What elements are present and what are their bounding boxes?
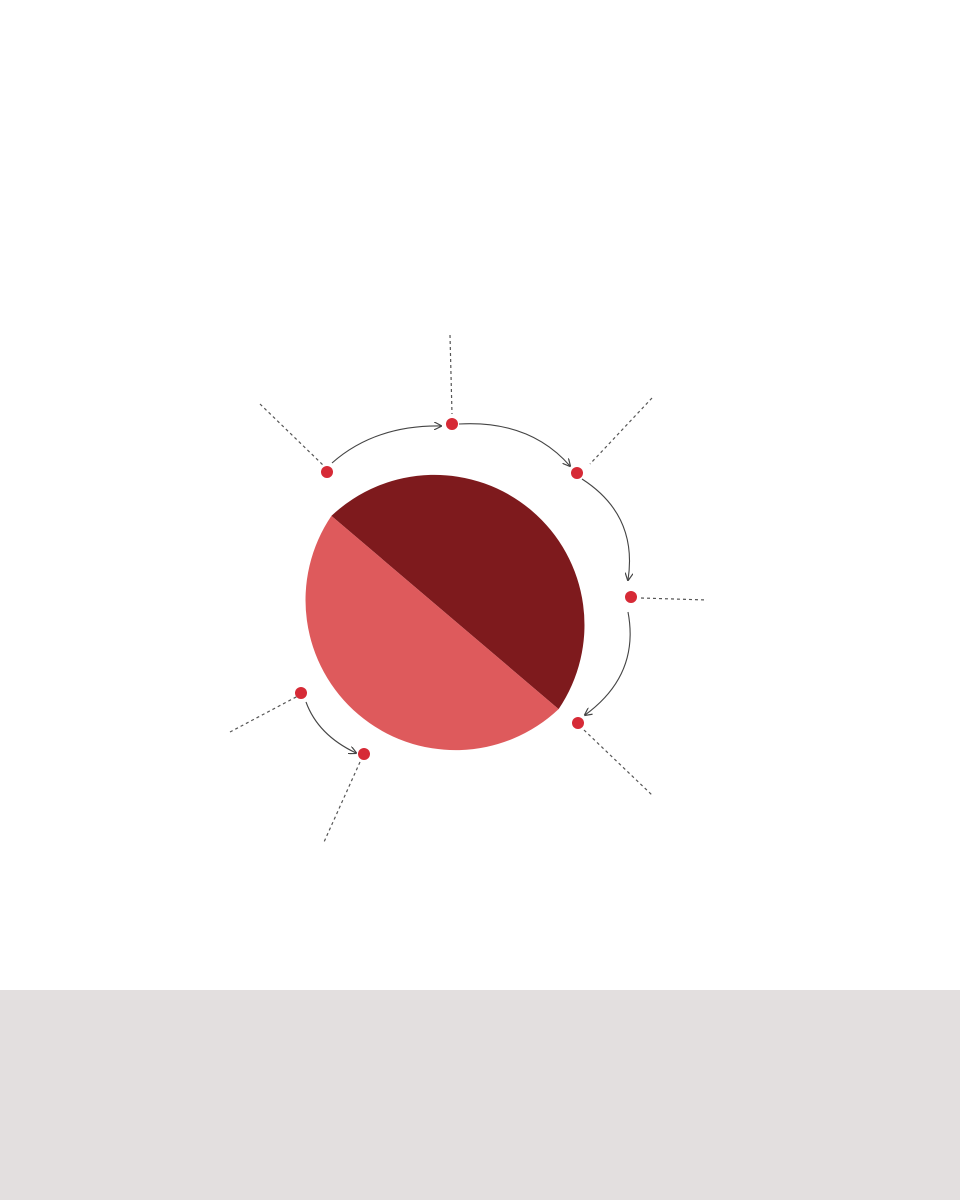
leader-health [450, 335, 452, 414]
dot-kanavu [572, 717, 584, 729]
dot-pds [321, 466, 333, 478]
arc-arrow-1 [332, 426, 441, 463]
dot-maternity [571, 467, 583, 479]
dot-shg [295, 687, 307, 699]
arc-arrow-2 [459, 424, 570, 466]
leader-maternity [590, 398, 652, 464]
dot-mgnrega [625, 591, 637, 603]
leader-livelihood [324, 762, 360, 842]
arc-arrow-5 [306, 702, 356, 753]
leader-shg [230, 696, 298, 732]
arc-arrow-3 [582, 479, 630, 580]
dot-health [446, 418, 458, 430]
dot-livelihood [358, 748, 370, 760]
sources-panel [0, 990, 960, 1200]
arc-arrow-4 [585, 612, 630, 715]
leader-mgnrega [641, 598, 707, 600]
leader-pds [260, 404, 324, 466]
leader-kanavu [584, 730, 652, 795]
